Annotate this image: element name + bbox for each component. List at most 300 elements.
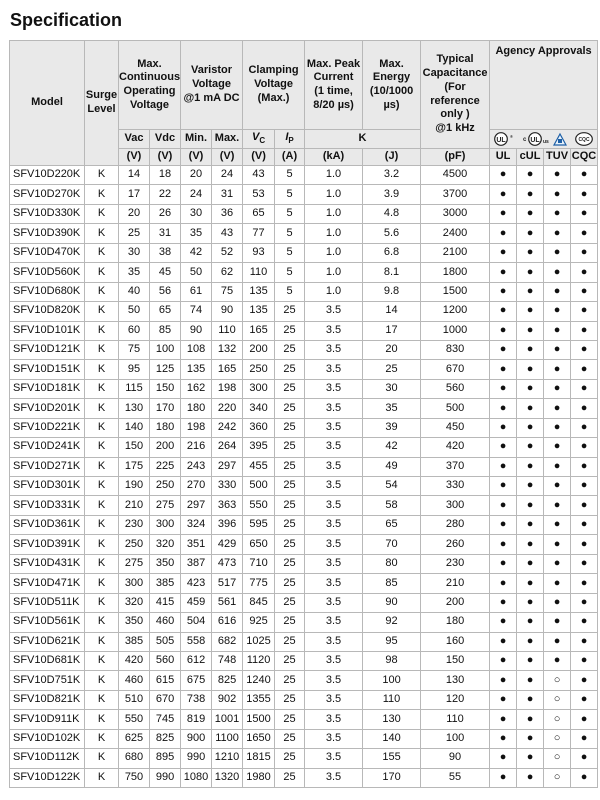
cell-surge-level: K — [85, 496, 119, 515]
cell-clamp-vc: 1355 — [243, 690, 275, 709]
cell-tuv: ● — [544, 243, 571, 262]
cell-model: SFV10D330K — [10, 204, 85, 223]
cell-ul: ● — [490, 651, 517, 670]
cell-cqc: ● — [571, 418, 598, 437]
cell-clamp-vc: 300 — [243, 379, 275, 398]
cell-surge-level: K — [85, 166, 119, 185]
cell-peak-current: 3.5 — [305, 379, 363, 398]
ip-symbol: I — [285, 131, 289, 144]
cell-model: SFV10D121K — [10, 340, 85, 359]
cell-vac: 14 — [119, 166, 150, 185]
cell-varistor-max: 1210 — [212, 749, 243, 768]
cell-varistor-min: 558 — [181, 632, 212, 651]
cell-cul: ● — [517, 399, 544, 418]
cell-ip: 25 — [275, 302, 305, 321]
cell-tuv: ● — [544, 263, 571, 282]
cell-energy: 92 — [363, 613, 421, 632]
table-row — [10, 360, 598, 379]
cell-surge-level: K — [85, 418, 119, 437]
cell-ip: 25 — [275, 438, 305, 457]
page-title: Specification — [10, 10, 123, 30]
varv-line-3: @1 mA DC — [183, 91, 240, 104]
cell-vac: 460 — [119, 671, 150, 690]
vc-symbol: V — [251, 131, 260, 144]
cell-ip: 5 — [275, 263, 305, 282]
cell-vac: 550 — [119, 710, 150, 729]
cell-varistor-max: 36 — [212, 204, 243, 223]
cell-tuv: ● — [544, 477, 571, 496]
peak-line-3: (1 time, — [314, 85, 353, 97]
cell-vac: 115 — [119, 379, 150, 398]
cell-tuv: ○ — [544, 768, 571, 787]
cell-energy: 5.6 — [363, 224, 421, 243]
cell-vac: 320 — [119, 593, 150, 612]
cell-cqc: ● — [571, 690, 598, 709]
table-row — [10, 477, 598, 496]
cell-surge-level: K — [85, 515, 119, 534]
cell-vdc: 225 — [150, 457, 181, 476]
cell-energy: 6.8 — [363, 243, 421, 262]
cell-cul: ● — [517, 515, 544, 534]
cell-energy: 80 — [363, 554, 421, 573]
cell-tuv: ○ — [544, 749, 571, 768]
cell-varistor-max: 52 — [212, 243, 243, 262]
cell-energy: 17 — [363, 321, 421, 340]
vc-subscript: C — [259, 136, 266, 146]
cell-vac: 350 — [119, 613, 150, 632]
cell-tuv: ● — [544, 554, 571, 573]
cell-vdc: 460 — [150, 613, 181, 632]
cell-peak-current: 3.5 — [305, 360, 363, 379]
svg-text:c: c — [522, 137, 526, 143]
cell-vac: 17 — [119, 185, 150, 204]
cell-energy: 3.9 — [363, 185, 421, 204]
cell-surge-level: K — [85, 535, 119, 554]
cell-cqc: ● — [571, 360, 598, 379]
cell-tuv: ● — [544, 535, 571, 554]
cell-clamp-vc: 595 — [243, 515, 275, 534]
cell-surge-level: K — [85, 282, 119, 301]
cell-energy: 100 — [363, 671, 421, 690]
cell-model: SFV10D301K — [10, 477, 85, 496]
cell-vac: 75 — [119, 340, 150, 359]
unit-ka: (kA) — [305, 149, 363, 166]
cell-capacitance: 280 — [421, 515, 490, 534]
cell-ul: ● — [490, 224, 517, 243]
cell-tuv: ● — [544, 224, 571, 243]
cell-clamp-vc: 65 — [243, 204, 275, 223]
cell-ul: ● — [490, 282, 517, 301]
cell-peak-current: 1.0 — [305, 166, 363, 185]
svg-text:UL: UL — [529, 137, 540, 144]
agency-tuv: TUV — [544, 149, 571, 166]
approval-logos — [490, 130, 598, 149]
cell-vac: 25 — [119, 224, 150, 243]
cell-cul: ● — [517, 185, 544, 204]
cell-cqc: ● — [571, 379, 598, 398]
cell-varistor-max: 24 — [212, 166, 243, 185]
cell-clamp-vc: 43 — [243, 166, 275, 185]
cell-energy: 140 — [363, 729, 421, 748]
sub-max: Max. — [212, 130, 243, 149]
table-row — [10, 710, 598, 729]
cell-ul: ● — [490, 360, 517, 379]
cell-model: SFV10D361K — [10, 515, 85, 534]
col-clamping-voltage — [243, 41, 305, 130]
cell-ul: ● — [490, 185, 517, 204]
cell-clamp-vc: 135 — [243, 282, 275, 301]
cell-energy: 4.8 — [363, 204, 421, 223]
cell-model: SFV10D181K — [10, 379, 85, 398]
cell-surge-level: K — [85, 360, 119, 379]
table-row — [10, 438, 598, 457]
col-max-energy — [363, 41, 421, 130]
table-row — [10, 302, 598, 321]
clamp-line-1: Clamping — [248, 64, 299, 77]
cell-clamp-vc: 1815 — [243, 749, 275, 768]
cell-cqc: ● — [571, 204, 598, 223]
unit-vdc: (V) — [150, 149, 181, 166]
unit-pf: (pF) — [421, 149, 490, 166]
cell-cul: ● — [517, 204, 544, 223]
cell-peak-current: 1.0 — [305, 204, 363, 223]
cell-varistor-max: 561 — [212, 593, 243, 612]
cell-varistor-min: 24 — [181, 185, 212, 204]
cell-ul: ● — [490, 263, 517, 282]
cell-model: SFV10D681K — [10, 651, 85, 670]
cell-vdc: 250 — [150, 477, 181, 496]
cell-clamp-vc: 135 — [243, 302, 275, 321]
col-varistor-voltage — [181, 41, 243, 130]
cell-peak-current: 1.0 — [305, 185, 363, 204]
cell-tuv: ● — [544, 302, 571, 321]
table-row — [10, 379, 598, 398]
sub-k: K — [305, 130, 421, 149]
cell-cqc: ● — [571, 593, 598, 612]
table-row — [10, 593, 598, 612]
cell-surge-level: K — [85, 574, 119, 593]
cell-capacitance: 3700 — [421, 185, 490, 204]
table-row — [10, 399, 598, 418]
table-row — [10, 690, 598, 709]
cell-varistor-min: 61 — [181, 282, 212, 301]
cell-model: SFV10D821K — [10, 690, 85, 709]
cell-tuv: ● — [544, 632, 571, 651]
maxv-line-3: Operating — [123, 85, 176, 97]
cell-peak-current: 3.5 — [305, 302, 363, 321]
cell-varistor-min: 135 — [181, 360, 212, 379]
cell-surge-level: K — [85, 554, 119, 573]
cell-cul: ● — [517, 593, 544, 612]
cell-clamp-vc: 395 — [243, 438, 275, 457]
cell-varistor-min: 675 — [181, 671, 212, 690]
cell-clamp-vc: 1650 — [243, 729, 275, 748]
cell-tuv: ● — [544, 418, 571, 437]
cell-peak-current: 1.0 — [305, 263, 363, 282]
col-agency-approvals: Agency Approvals — [490, 41, 598, 130]
cell-ip: 25 — [275, 399, 305, 418]
cell-ul: ● — [490, 418, 517, 437]
cell-cul: ● — [517, 418, 544, 437]
cell-varistor-max: 1320 — [212, 768, 243, 787]
cell-energy: 98 — [363, 651, 421, 670]
cell-varistor-min: 198 — [181, 418, 212, 437]
cell-model: SFV10D680K — [10, 282, 85, 301]
cell-ul: ● — [490, 399, 517, 418]
cell-ip: 25 — [275, 574, 305, 593]
cell-cqc: ● — [571, 166, 598, 185]
agency-cqc: CQC — [571, 149, 598, 166]
cell-vac: 20 — [119, 204, 150, 223]
cell-cul: ● — [517, 321, 544, 340]
cell-ip: 25 — [275, 749, 305, 768]
cell-ip: 5 — [275, 243, 305, 262]
cell-capacitance: 370 — [421, 457, 490, 476]
cell-tuv: ● — [544, 321, 571, 340]
cell-capacitance: 230 — [421, 554, 490, 573]
cell-capacitance: 150 — [421, 651, 490, 670]
cell-surge-level: K — [85, 243, 119, 262]
cell-varistor-max: 902 — [212, 690, 243, 709]
cell-cul: ● — [517, 166, 544, 185]
table-row — [10, 632, 598, 651]
table-row — [10, 651, 598, 670]
cell-cqc: ● — [571, 632, 598, 651]
cell-peak-current: 3.5 — [305, 457, 363, 476]
cell-cqc: ● — [571, 768, 598, 787]
cell-tuv: ● — [544, 574, 571, 593]
cell-vac: 130 — [119, 399, 150, 418]
cell-surge-level: K — [85, 204, 119, 223]
cell-cqc: ● — [571, 710, 598, 729]
cell-ul: ● — [490, 379, 517, 398]
svg-text:UL: UL — [496, 137, 506, 144]
unit-ip: (A) — [275, 149, 305, 166]
cell-vdc: 320 — [150, 535, 181, 554]
cell-vdc: 180 — [150, 418, 181, 437]
cell-varistor-max: 682 — [212, 632, 243, 651]
cell-tuv: ○ — [544, 671, 571, 690]
cell-ip: 25 — [275, 593, 305, 612]
cell-capacitance: 120 — [421, 690, 490, 709]
cell-clamp-vc: 550 — [243, 496, 275, 515]
cell-model: SFV10D220K — [10, 166, 85, 185]
table-row — [10, 613, 598, 632]
cell-cqc: ● — [571, 263, 598, 282]
cell-surge-level: K — [85, 438, 119, 457]
cell-cqc: ● — [571, 671, 598, 690]
cell-cqc: ● — [571, 302, 598, 321]
cell-ip: 25 — [275, 477, 305, 496]
cell-vdc: 825 — [150, 729, 181, 748]
cqc-mark-icon — [575, 132, 593, 146]
cell-varistor-max: 220 — [212, 399, 243, 418]
cell-varistor-min: 351 — [181, 535, 212, 554]
cell-cul: ● — [517, 729, 544, 748]
cell-peak-current: 3.5 — [305, 632, 363, 651]
cell-cqc: ● — [571, 282, 598, 301]
cell-capacitance: 200 — [421, 593, 490, 612]
cell-surge-level: K — [85, 340, 119, 359]
cell-clamp-vc: 77 — [243, 224, 275, 243]
cell-peak-current: 3.5 — [305, 535, 363, 554]
cell-ul: ● — [490, 204, 517, 223]
cell-clamp-vc: 1120 — [243, 651, 275, 670]
cell-cqc: ● — [571, 243, 598, 262]
cell-ip: 5 — [275, 166, 305, 185]
cell-energy: 110 — [363, 690, 421, 709]
cell-ul: ● — [490, 515, 517, 534]
cell-ul: ● — [490, 496, 517, 515]
table-row — [10, 418, 598, 437]
cell-capacitance: 90 — [421, 749, 490, 768]
cell-varistor-max: 748 — [212, 651, 243, 670]
cell-tuv: ● — [544, 457, 571, 476]
cell-ip: 25 — [275, 515, 305, 534]
cell-capacitance: 330 — [421, 477, 490, 496]
cell-varistor-min: 216 — [181, 438, 212, 457]
cell-vdc: 125 — [150, 360, 181, 379]
cell-tuv: ● — [544, 399, 571, 418]
cell-varistor-min: 612 — [181, 651, 212, 670]
table-row — [10, 749, 598, 768]
cell-energy: 58 — [363, 496, 421, 515]
cell-cul: ● — [517, 340, 544, 359]
cell-capacitance: 160 — [421, 632, 490, 651]
cell-capacitance: 210 — [421, 574, 490, 593]
table-row — [10, 535, 598, 554]
energy-line-1: Max. — [379, 57, 404, 70]
cell-peak-current: 3.5 — [305, 749, 363, 768]
unit-vc: (V) — [243, 149, 275, 166]
cell-peak-current: 3.5 — [305, 729, 363, 748]
cell-cul: ● — [517, 457, 544, 476]
cell-cqc: ● — [571, 438, 598, 457]
cell-varistor-min: 162 — [181, 379, 212, 398]
cell-vdc: 670 — [150, 690, 181, 709]
surge-line-1: Surge — [85, 89, 118, 102]
cell-vdc: 65 — [150, 302, 181, 321]
maxv-line-2: Continuous — [119, 71, 181, 84]
cell-cqc: ● — [571, 749, 598, 768]
col-model: Model — [10, 41, 85, 166]
cell-ip: 25 — [275, 360, 305, 379]
cell-energy: 35 — [363, 399, 421, 418]
cell-clamp-vc: 165 — [243, 321, 275, 340]
cell-energy: 20 — [363, 340, 421, 359]
cell-cul: ● — [517, 379, 544, 398]
cell-model: SFV10D911K — [10, 710, 85, 729]
cell-surge-level: K — [85, 749, 119, 768]
cell-varistor-min: 990 — [181, 749, 212, 768]
cell-ip: 5 — [275, 185, 305, 204]
cell-varistor-max: 43 — [212, 224, 243, 243]
cell-varistor-max: 297 — [212, 457, 243, 476]
cell-vdc: 560 — [150, 651, 181, 670]
cell-energy: 30 — [363, 379, 421, 398]
cap-line-4: only ) — [440, 108, 470, 121]
cell-peak-current: 3.5 — [305, 496, 363, 515]
cell-peak-current: 3.5 — [305, 574, 363, 593]
cell-vdc: 385 — [150, 574, 181, 593]
cell-ul: ● — [490, 690, 517, 709]
cell-ip: 5 — [275, 204, 305, 223]
ip-subscript: P — [288, 136, 294, 146]
cell-varistor-min: 1080 — [181, 768, 212, 787]
col-peak-current — [305, 41, 363, 130]
table-row — [10, 496, 598, 515]
table-row — [10, 204, 598, 223]
cell-ip: 5 — [275, 224, 305, 243]
cell-tuv: ● — [544, 613, 571, 632]
cell-cul: ● — [517, 282, 544, 301]
cell-cul: ● — [517, 651, 544, 670]
cell-cqc: ● — [571, 321, 598, 340]
cell-tuv: ● — [544, 593, 571, 612]
cell-vdc: 150 — [150, 379, 181, 398]
cell-surge-level: K — [85, 302, 119, 321]
cell-clamp-vc: 845 — [243, 593, 275, 612]
table-row — [10, 340, 598, 359]
cell-ul: ● — [490, 457, 517, 476]
cell-model: SFV10D561K — [10, 613, 85, 632]
cell-varistor-max: 1001 — [212, 710, 243, 729]
cell-varistor-min: 42 — [181, 243, 212, 262]
cell-ul: ● — [490, 593, 517, 612]
cell-capacitance: 180 — [421, 613, 490, 632]
cell-vdc: 200 — [150, 438, 181, 457]
cell-model: SFV10D621K — [10, 632, 85, 651]
cell-varistor-max: 1100 — [212, 729, 243, 748]
cell-vdc: 415 — [150, 593, 181, 612]
cell-cul: ● — [517, 690, 544, 709]
cell-cul: ● — [517, 477, 544, 496]
cell-peak-current: 3.5 — [305, 690, 363, 709]
cell-varistor-max: 264 — [212, 438, 243, 457]
cell-varistor-min: 459 — [181, 593, 212, 612]
cell-ul: ● — [490, 535, 517, 554]
cell-capacitance: 260 — [421, 535, 490, 554]
cell-capacitance: 1500 — [421, 282, 490, 301]
cell-ul: ● — [490, 574, 517, 593]
cell-clamp-vc: 1980 — [243, 768, 275, 787]
cell-ul: ● — [490, 166, 517, 185]
cell-clamp-vc: 650 — [243, 535, 275, 554]
varv-line-2: Voltage — [192, 78, 231, 91]
cell-surge-level: K — [85, 613, 119, 632]
cell-vac: 510 — [119, 690, 150, 709]
cell-ul: ● — [490, 749, 517, 768]
cell-ul: ● — [490, 671, 517, 690]
cell-clamp-vc: 1025 — [243, 632, 275, 651]
cell-ip: 25 — [275, 690, 305, 709]
cell-varistor-min: 108 — [181, 340, 212, 359]
cell-vdc: 990 — [150, 768, 181, 787]
svg-text:®: ® — [509, 134, 513, 139]
cell-varistor-min: 243 — [181, 457, 212, 476]
cell-ip: 5 — [275, 282, 305, 301]
sub-min: Min. — [181, 130, 212, 149]
table-row — [10, 671, 598, 690]
cell-varistor-max: 825 — [212, 671, 243, 690]
cell-varistor-max: 90 — [212, 302, 243, 321]
cell-energy: 42 — [363, 438, 421, 457]
cell-vac: 230 — [119, 515, 150, 534]
cell-energy: 65 — [363, 515, 421, 534]
cell-peak-current: 3.5 — [305, 340, 363, 359]
cell-energy: 85 — [363, 574, 421, 593]
cell-cqc: ● — [571, 729, 598, 748]
